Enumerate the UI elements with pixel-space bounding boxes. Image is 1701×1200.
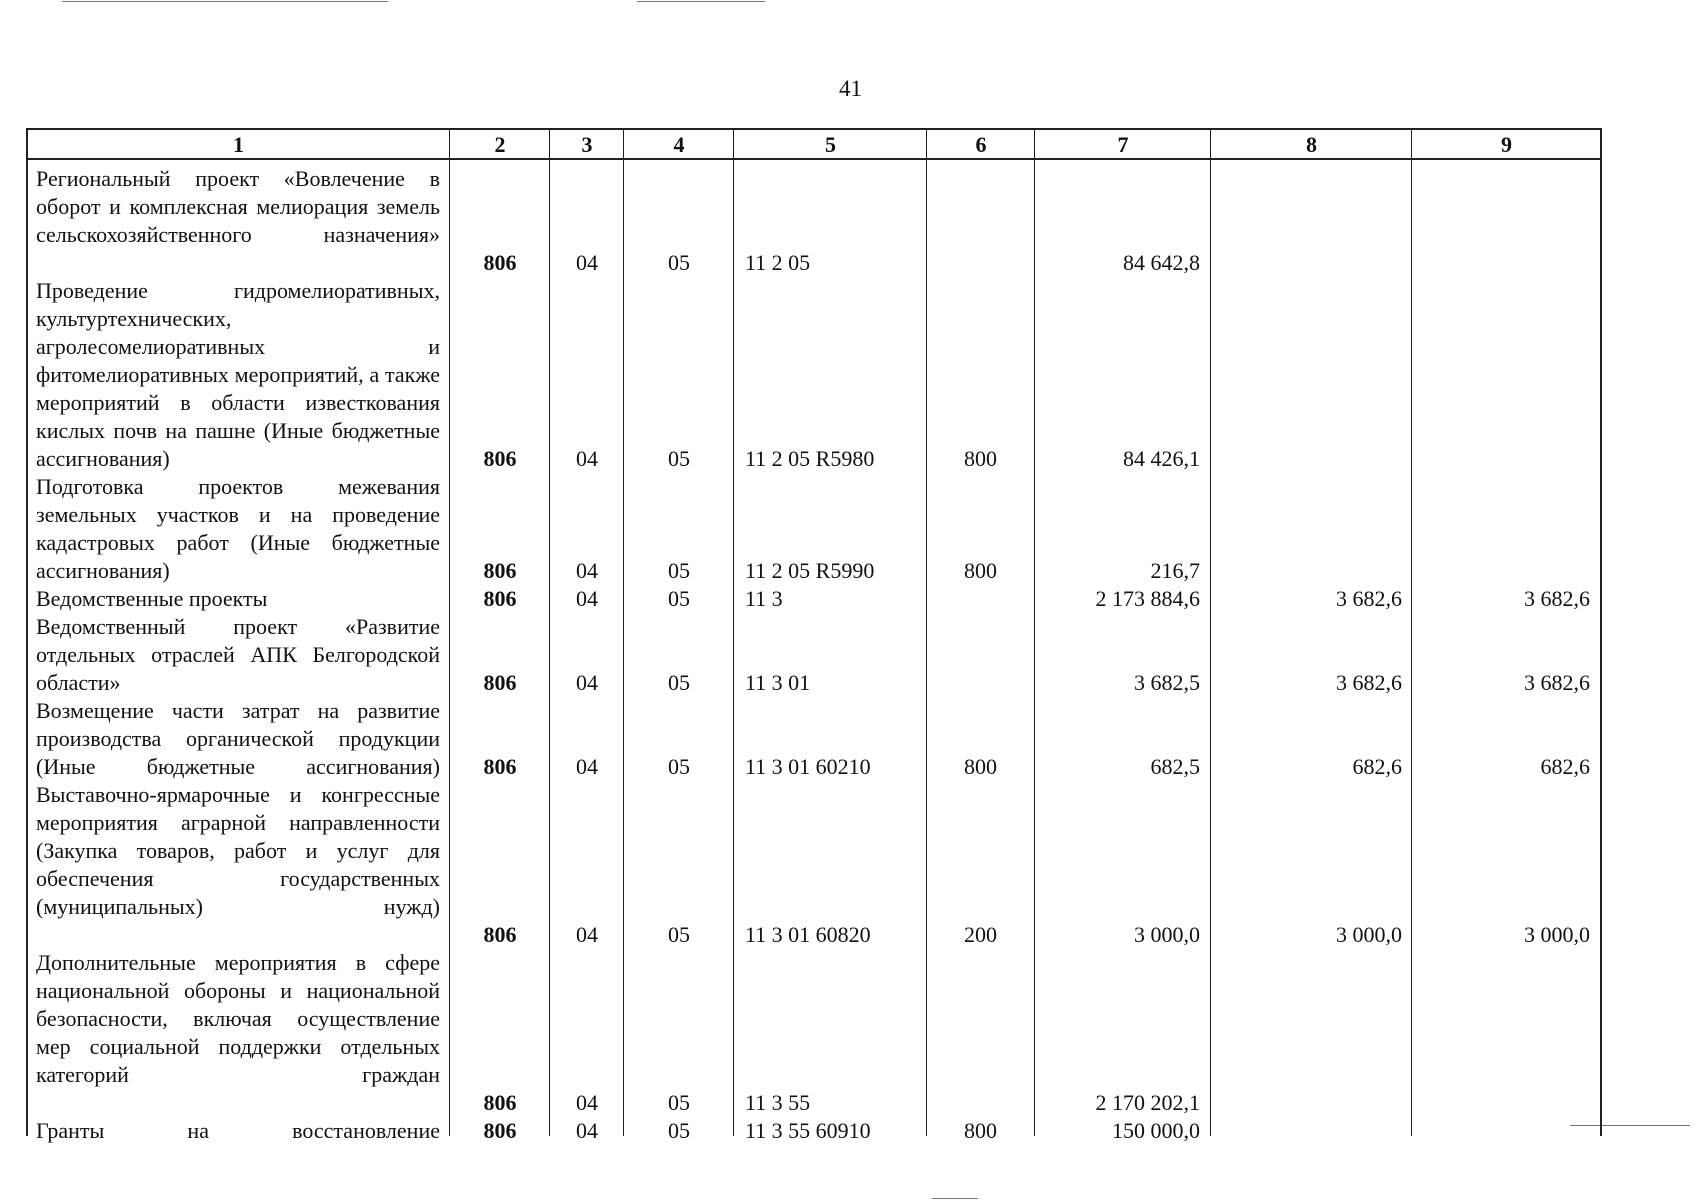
cell-col-2: 806 — [483, 558, 517, 583]
column-divider — [1210, 130, 1211, 1136]
cell-col-3: 04 — [576, 250, 598, 275]
cell-col-7: 3 682,5 — [1134, 670, 1200, 695]
row-description: Выставочно-ярмарочные и конгрессные мероприятия аграрной направленности (Закупка товаров, работ и услуг для обеспечения государственных (муниципальных) нужд) — [36, 782, 440, 919]
cell-col-7: 2 170 202,1 — [1095, 1090, 1200, 1115]
column-divider — [733, 130, 734, 1136]
row-description: Дополнительные мероприятия в сфере национальной обороны и национальной безопасности, включая осуществление мер социальной поддержки отдельных категорий граждан — [36, 950, 440, 1087]
cell-col-9: 3 682,6 — [1524, 670, 1590, 695]
cell-col-6: 800 — [964, 1118, 997, 1143]
cell-col-8: 3 682,6 — [1336, 670, 1402, 695]
cell-col-6: 800 — [964, 754, 997, 779]
cell-col-5: 11 2 05 — [745, 250, 811, 275]
column-header-9: 9 — [1501, 132, 1512, 157]
cell-col-4: 05 — [668, 922, 690, 947]
column-header-5: 5 — [825, 132, 836, 157]
header-rule — [26, 158, 1602, 160]
cell-col-5: 11 2 05 R5990 — [745, 558, 875, 583]
cell-col-7: 84 426,1 — [1123, 446, 1200, 471]
cell-col-3: 04 — [576, 586, 598, 611]
column-divider — [449, 130, 450, 1136]
cell-col-3: 04 — [576, 1118, 598, 1143]
cell-col-8: 3 000,0 — [1336, 922, 1402, 947]
column-divider — [926, 130, 927, 1136]
cell-col-5: 11 2 05 R5980 — [745, 446, 875, 471]
cell-col-6: 800 — [964, 558, 997, 583]
column-divider — [549, 130, 550, 1136]
cell-col-7: 2 173 884,6 — [1095, 586, 1200, 611]
cell-col-3: 04 — [576, 446, 598, 471]
cell-col-4: 05 — [668, 558, 690, 583]
cell-col-7: 150 000,0 — [1112, 1118, 1200, 1143]
row-description: Гранты на восстановление — [36, 1118, 440, 1143]
cell-col-3: 04 — [576, 670, 598, 695]
cell-col-5: 11 3 55 60910 — [745, 1118, 871, 1143]
column-header-6: 6 — [975, 132, 987, 157]
cell-col-5: 11 3 01 60210 — [745, 754, 871, 779]
cell-col-2: 806 — [483, 670, 517, 695]
cell-col-3: 04 — [576, 922, 598, 947]
column-header-4: 4 — [673, 132, 685, 157]
cell-col-8: 682,6 — [1352, 754, 1402, 779]
cell-col-4: 05 — [668, 250, 690, 275]
cell-col-9: 682,6 — [1540, 754, 1590, 779]
cell-col-9: 3 000,0 — [1524, 922, 1590, 947]
cell-col-7: 216,7 — [1150, 558, 1200, 583]
cell-col-2: 806 — [483, 1118, 517, 1143]
column-header-1: 1 — [233, 132, 244, 157]
cell-col-2: 806 — [483, 250, 517, 275]
cell-col-2: 806 — [483, 754, 517, 779]
cell-col-6: 200 — [964, 922, 997, 947]
column-divider — [623, 130, 624, 1136]
row-description: Проведение гидромелиоративных, культуртехнических, агролесомелиоративных и фитомелиоративных мероприятий, а также мероприятий в области известкования кислых почв на пашне (Иные бюджетные ассигнования) — [36, 278, 440, 471]
cell-col-4: 05 — [668, 754, 690, 779]
row-description: Ведомственный проект «Развитие отдельных отраслей АПК Белгородской области» — [36, 614, 440, 695]
row-description: Региональный проект «Вовлечение в оборот и комплексная мелиорация земель сельскохозяйственного назначения» — [36, 166, 440, 247]
scan-edge-mark — [932, 1198, 978, 1199]
cell-col-2: 806 — [483, 586, 517, 611]
cell-col-7: 682,5 — [1150, 754, 1200, 779]
row-description: Подготовка проектов межевания земельных участков и на проведение кадастровых работ (Иные бюджетные ассигнования) — [36, 474, 440, 583]
column-header-2: 2 — [494, 132, 506, 157]
cell-col-3: 04 — [576, 754, 598, 779]
cell-col-4: 05 — [668, 670, 690, 695]
cell-col-7: 3 000,0 — [1134, 922, 1200, 947]
row-description: Ведомственные проекты — [36, 586, 268, 611]
cell-col-2: 806 — [483, 922, 517, 947]
cell-col-2: 806 — [483, 1090, 517, 1115]
cell-col-4: 05 — [668, 1090, 690, 1115]
cell-col-9: 3 682,6 — [1524, 586, 1590, 611]
cell-col-7: 84 642,8 — [1123, 250, 1200, 275]
page-number: 41 — [839, 76, 862, 101]
column-header-8: 8 — [1306, 132, 1317, 157]
cell-col-5: 11 3 55 — [745, 1090, 811, 1115]
scan-edge-mark — [637, 1, 765, 2]
cell-col-2: 806 — [483, 446, 517, 471]
row-description: Возмещение части затрат на развитие производства органической продукции (Иные бюджетные ассигнования) — [36, 698, 440, 779]
scan-edge-mark — [62, 1, 388, 2]
cell-col-5: 11 3 01 60820 — [745, 922, 871, 947]
cell-col-4: 05 — [668, 1118, 690, 1143]
column-header-7: 7 — [1117, 132, 1129, 157]
cell-col-4: 05 — [668, 586, 690, 611]
cell-col-8: 3 682,6 — [1336, 586, 1402, 611]
column-divider — [1034, 130, 1035, 1136]
cell-col-3: 04 — [576, 1090, 598, 1115]
column-header-3: 3 — [581, 132, 593, 157]
cell-col-4: 05 — [668, 446, 690, 471]
cell-col-5: 11 3 01 — [745, 670, 811, 695]
column-divider — [1411, 130, 1412, 1136]
cell-col-5: 11 3 — [745, 586, 783, 611]
cell-col-6: 800 — [964, 446, 997, 471]
cell-col-3: 04 — [576, 558, 598, 583]
